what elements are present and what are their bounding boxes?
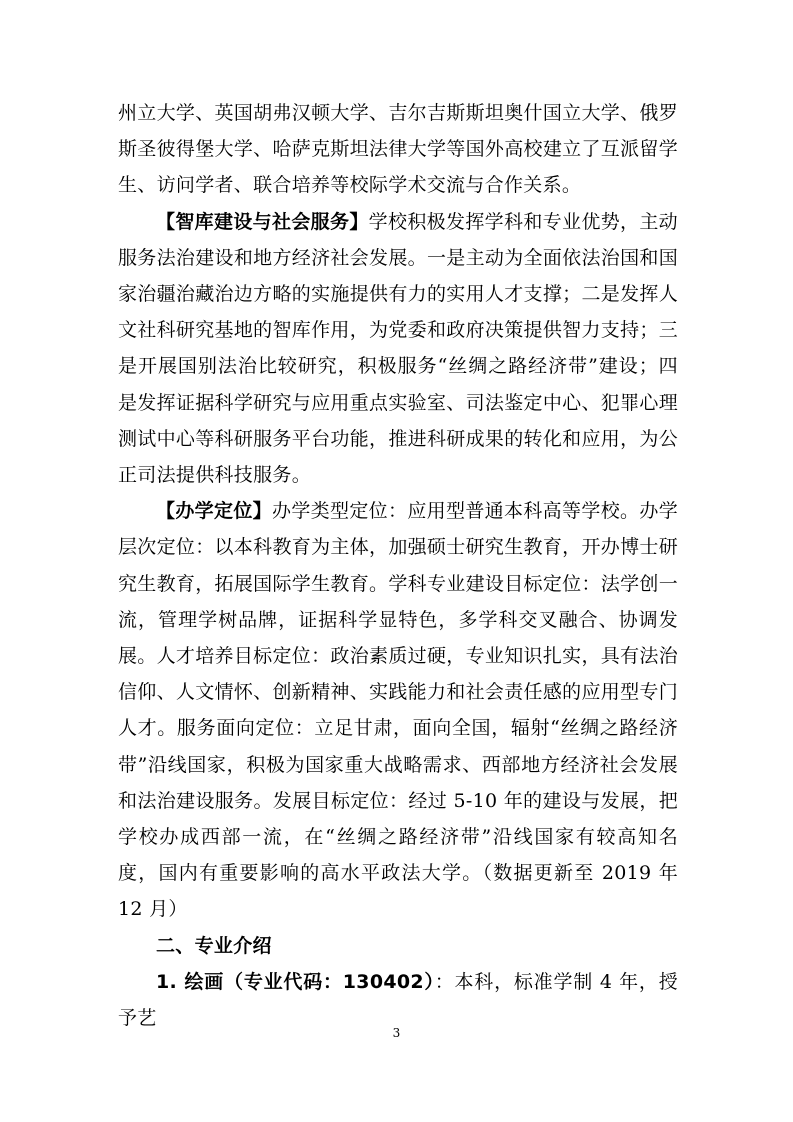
think-tank-paragraph bbox=[118, 204, 678, 494]
positioning-label: 【办学定位】 bbox=[156, 500, 273, 523]
major-item-label: 1. 绘画（专业代码：130402） bbox=[156, 970, 435, 993]
major-item-text: ：本科，标准学制 4 年，授予艺 bbox=[118, 970, 678, 1030]
positioning-text: 办学类型定位：应用型普通本科高等学校。办学层次定位：以本科教育为主体，加强硕士研究生教育，开办博士研究生教育，拓展国际学生教育。学科专业建设目标定位：法学创一流，管理学树品牌，证据科学显特色，多学科交叉融合、协调发展。人才培养目标定位：政治素质过硬，专业知识扎实，具有法治信仰、人文情怀、创新精神、实践能力和社会责任感的应用型专门人才。服务面向定位：立足甘肃，面向全国，辐射“丝绸之路经济带”沿线国家，积极为国家重大战略需求、西部地方经济社会发展和法治建设服务。发展目标定位：经过 5-10 年的建设与发展，把学校办成西部一流，在“丝绸之路经济带”沿线国家有较高知名度，国内有重要影响的高水平政法大学。（数据更新至 2019 年 12 月） bbox=[118, 500, 678, 921]
positioning-paragraph bbox=[118, 493, 678, 927]
document-body bbox=[118, 95, 678, 1036]
page-number: 3 bbox=[392, 1026, 401, 1040]
think-tank-label: 【智库建设与社会服务】 bbox=[156, 210, 369, 233]
continuation-paragraph: 州立大学、英国胡弗汉顿大学、吉尔吉斯斯坦奥什国立大学、俄罗斯圣彼得堡大学、哈萨克斯坦法律大学等国外高校建立了互派留学生、访问学者、联合培养等校际学术交流与合作关系。 bbox=[118, 102, 678, 197]
section-heading: 二、专业介绍 bbox=[156, 934, 272, 957]
think-tank-text: 学校积极发挥学科和专业优势，主动服务法治建设和地方经济社会发展。一是主动为全面依法治国和国家治疆治藏治边方略的实施提供有力的实用人才支撑；二是发挥人文社科研究基地的智库作用，为党委和政府决策提供智力支持；三是开展国别法治比较研究，积极服务“丝绸之路经济带”建设；四是发挥证据科学研究与应用重点实验室、司法鉴定中心、犯罪心理测试中心等科研服务平台功能，推进科研成果的转化和应用，为公正司法提供科技服务。 bbox=[118, 210, 678, 487]
